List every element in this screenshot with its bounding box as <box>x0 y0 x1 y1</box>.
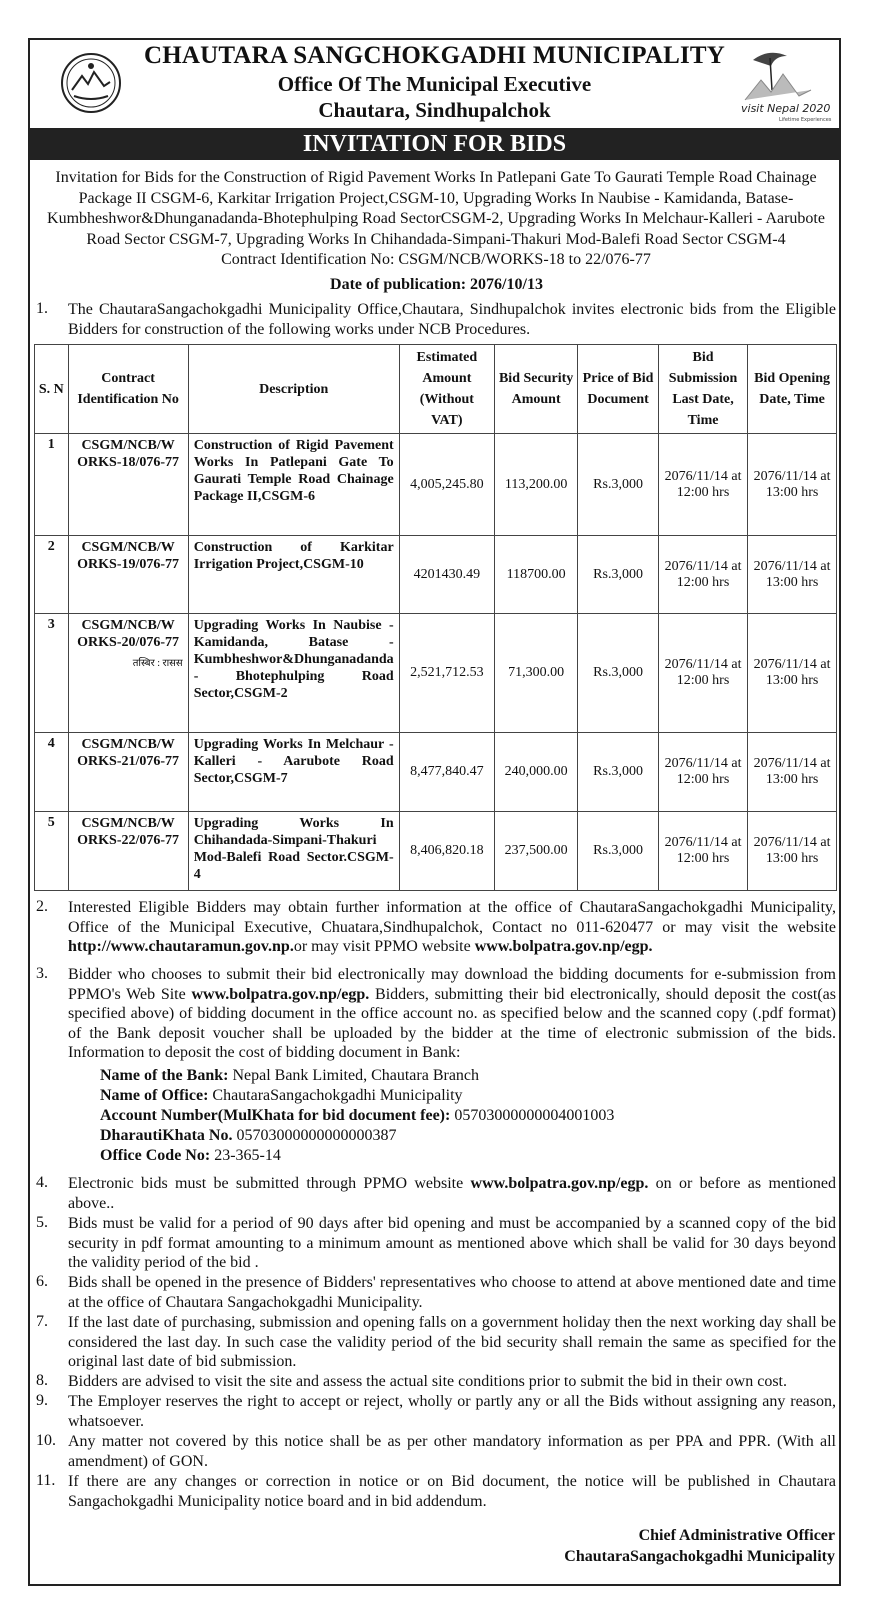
municipality-title: CHAUTARA SANGCHOKGADHI MUNICIPALITY <box>143 42 726 69</box>
cell-bid-security: 240,000.00 <box>495 733 578 812</box>
ppmo-website-link[interactable]: www.bolpatra.gov.np/egp. <box>474 938 653 955</box>
cell-opening: 2076/11/14 at 13:00 hrs <box>748 536 837 614</box>
office-code-value: 23-365-14 <box>210 1147 281 1164</box>
item-number: 8. <box>36 1372 48 1389</box>
item-number: 11. <box>36 1472 56 1489</box>
cell-description: Upgrading Works In Naubise - Kamidanda, Batase - Kumbheshwor&Dhunganadanda - Bhotephulping Road Sector,CSGM-2 <box>188 614 399 733</box>
cell-bid-security: 237,500.00 <box>495 812 578 891</box>
cell-submission: 2076/11/14 at 12:00 hrs <box>658 614 747 733</box>
item-number: 7. <box>36 1313 48 1330</box>
cell-estimated-amount: 2,521,712.53 <box>399 614 494 733</box>
location-line: Chautara, Sindhupalchok <box>318 98 551 122</box>
office-code-label: Office Code No: <box>100 1147 211 1164</box>
cell-estimated-amount: 4201430.49 <box>399 536 494 614</box>
bank-name-label: Name of the Bank: <box>100 1067 229 1084</box>
bank-details <box>100 1066 614 1166</box>
cell-estimated-amount: 4,005,245.80 <box>399 434 494 536</box>
bank-name-value: Nepal Bank Limited, Chautara Branch <box>228 1067 480 1084</box>
item-number: 4. <box>36 1174 48 1191</box>
invitation-banner: INVITATION FOR BIDS <box>30 128 839 160</box>
account-number-value: 05703000000004001003 <box>450 1107 615 1124</box>
cell-sn: 1 <box>35 434 69 536</box>
cell-bid-security: 113,200.00 <box>495 434 578 536</box>
intro-text: Invitation for Bids for the Construction of Rigid Pavement Works In Patlepani Gate To Gaurati Temple Road Chainage Package II CSGM-6, Karkitar Irrigation Project,CSGM-10, Upgrading Works In Naubise - Kamidanda, Batase-Kumbheshwor&Dhunganadanda-Bhotephulping Road SectorCSGM-2, Upgrading Works In Melchaur-Kalleri - Aarubote Road Sector CSGM-7, Upgrading Works In Chihandada-Simpani-Thakuri Mod-Balefi Road Sector CSGM-4 <box>47 169 825 248</box>
cell-bid-security: 71,300.00 <box>495 614 578 733</box>
account-number-label: Account Number(MulKhata for bid document fee): <box>100 1107 451 1124</box>
cell-contract-id: CSGM/NCB/W ORKS-18/076-77 <box>68 434 188 536</box>
bid-table <box>34 344 837 891</box>
ppmo-website-link[interactable]: www.bolpatra.gov.np/egp. <box>191 985 370 1003</box>
cell-estimated-amount: 8,477,840.47 <box>399 733 494 812</box>
col-header-opening: Bid Opening Date, Time <box>748 345 837 434</box>
cell-price: Rs.3,000 <box>578 536 659 614</box>
item-number: 10. <box>36 1432 56 1449</box>
office-name-value: ChautaraSangachokgadhi Municipality <box>208 1087 463 1104</box>
intro-paragraph <box>36 168 836 271</box>
col-header-sn: S. N <box>35 345 69 434</box>
item-7-text: If the last date of purchasing, submission and opening falls on a government holiday then the next working day shall be considered the last day. In such case the validity period of the bid security shall remain the same as specified for the original last date of bid submission. <box>68 1314 836 1370</box>
item-3-b: Bidders, submitting their bid electronically, should deposit the cost(as specified above) of bidding document in the office account no. as specified below and the scanned copy (.pdf format) of the Bank deposit voucher shall be uploaded by the bidder at the time of electronic submission of the bids. Information to deposit the cost of bidding document in Bank: <box>68 985 836 1061</box>
col-header-price: Price of Bid Document <box>578 345 659 434</box>
bank-name-line <box>100 1066 614 1086</box>
cell-opening: 2076/11/14 at 13:00 hrs <box>748 812 837 891</box>
table-header-row <box>35 345 837 434</box>
office-subtitle: Office Of The Municipal Executive <box>277 72 592 96</box>
contract-id-line: Contract Identification No: CSGM/NCB/WORKS-18 to 22/076-77 <box>221 251 651 268</box>
item-number: 5. <box>36 1214 48 1231</box>
dharauti-value: 05703000000000000387 <box>232 1127 397 1144</box>
item-4-a: Electronic bids must be submitted through PPMO website <box>68 1175 471 1192</box>
cell-estimated-amount: 8,406,820.18 <box>399 812 494 891</box>
dharauti-label: DharautiKhata No. <box>100 1127 233 1144</box>
cell-description: Upgrading Works In Melchaur - Kalleri - Aarubote Road Sector,CSGM-7 <box>188 733 399 812</box>
col-header-contract-id: Contract Identification No <box>68 345 188 434</box>
cell-price: Rs.3,000 <box>578 733 659 812</box>
cell-contract-id <box>68 614 188 733</box>
cell-price: Rs.3,000 <box>578 812 659 891</box>
cell-sn: 2 <box>35 536 69 614</box>
item-2-b: or may visit PPMO website <box>293 938 475 955</box>
item-number: 6. <box>36 1273 48 1290</box>
municipality-website-link[interactable]: http://www.chautaramun.gov.np. <box>68 938 294 955</box>
cell-bid-security: 118700.00 <box>495 536 578 614</box>
col-header-bid-security: Bid Security Amount <box>495 345 578 434</box>
item-5-text: Bids must be valid for a period of 90 days after bid opening and must be accompanied by a scanned copy of the bid security in pdf format amounting to a minimum amount as mentioned above which shall be valid for 30 days beyond the validity period of the bid . <box>68 1215 836 1271</box>
item-number: 2. <box>36 898 48 915</box>
photo-credit-note: तस्बिर : रासस <box>132 658 183 669</box>
item-3-a: Bidder who chooses to submit their bid electronically may download the bidding documents for e-submission from PPMO's Web Site <box>68 966 836 1003</box>
cell-sn: 3 <box>35 614 69 733</box>
item-4-b: on or before as mentioned above.. <box>68 1175 836 1212</box>
cell-contract-id: CSGM/NCB/W ORKS-22/076-77 <box>68 812 188 891</box>
header <box>30 40 839 126</box>
cell-sn: 4 <box>35 733 69 812</box>
cell-submission: 2076/11/14 at 12:00 hrs <box>658 536 747 614</box>
cell-price: Rs.3,000 <box>578 434 659 536</box>
item-1-text: The ChautaraSangachokgadhi Municipality Office,Chautara, Sindhupalchok invites electronic bids from the Eligible Bidders for construction of the following works under NCB Procedures. <box>68 301 836 338</box>
cell-submission: 2076/11/14 at 12:00 hrs <box>658 733 747 812</box>
cell-price: Rs.3,000 <box>578 614 659 733</box>
item-number: 9. <box>36 1392 48 1409</box>
cell-sn: 5 <box>35 812 69 891</box>
account-number-line <box>100 1106 614 1126</box>
cell-description: Upgrading Works In Chihandada-Simpani-Thakuri Mod-Balefi Road Sector.CSGM-4 <box>188 812 399 891</box>
cell-description: Construction of Rigid Pavement Works In Patlepani Gate To Gaurati Temple Road Chainage Package II,CSGM-6 <box>188 434 399 536</box>
cell-opening: 2076/11/14 at 13:00 hrs <box>748 614 837 733</box>
col-header-description: Description <box>188 345 399 434</box>
cell-submission: 2076/11/14 at 12:00 hrs <box>658 434 747 536</box>
item-number: 1. <box>36 300 48 317</box>
signature-block <box>564 1525 835 1567</box>
office-name-label: Name of Office: <box>100 1087 209 1104</box>
item-2-text <box>68 898 836 957</box>
col-header-submission: Bid Submission Last Date, Time <box>658 345 747 434</box>
item-6-text: Bids shall be opened in the presence of Bidders' representatives who choose to attend at above mentioned date and time at the office of Chautara Sangachokgadhi Municipality. <box>68 1274 836 1311</box>
table-row <box>35 434 837 536</box>
signature-title: Chief Administrative Officer <box>638 1527 835 1544</box>
item-4-text <box>68 1174 836 1213</box>
cell-opening: 2076/11/14 at 13:00 hrs <box>748 733 837 812</box>
cell-submission: 2076/11/14 at 12:00 hrs <box>658 812 747 891</box>
item-11-text: If there are any changes or correction in notice or on Bid document, the notice will be published in Chautara Sangachokgadhi Municipality notice board and in bid addendum. <box>68 1473 836 1510</box>
publication-date: Date of publication: 2076/10/13 <box>330 276 543 293</box>
signature-org: ChautaraSangachokgadhi Municipality <box>564 1548 835 1565</box>
table-row <box>35 536 837 614</box>
cell-contract-id-text: CSGM/NCB/W ORKS-20/076-77 <box>77 618 180 650</box>
item-number: 3. <box>36 965 48 982</box>
visit-nepal-logo <box>735 46 832 124</box>
item-10-text: Any matter not covered by this notice shall be as per other mandatory information as per PPA and PPR. (With all amendment) of GON. <box>68 1433 836 1470</box>
table-row <box>35 733 837 812</box>
visit-logo-tagline: Lifetime Experiences <box>779 117 832 123</box>
table-row <box>35 812 837 891</box>
office-code-line <box>100 1146 614 1166</box>
item-9-text: The Employer reserves the right to accept or reject, wholly or partly any or all the Bids without assigning any reason, whatsoever. <box>68 1393 836 1430</box>
item-2-a: Interested Eligible Bidders may obtain further information at the office of ChautaraSangachokgadhi Municipality, Office of the Municipal Executive, Chuatara,Sindhupalchok, Contact no 011-620477 or may visit the website <box>68 899 836 936</box>
table-row <box>35 614 837 733</box>
cell-description: Construction of Karkitar Irrigation Project,CSGM-10 <box>188 536 399 614</box>
cell-contract-id: CSGM/NCB/W ORKS-19/076-77 <box>68 536 188 614</box>
office-name-line <box>100 1086 614 1106</box>
visit-logo-text: visit Nepal 2020 <box>741 102 831 115</box>
cell-opening: 2076/11/14 at 13:00 hrs <box>748 434 837 536</box>
dharauti-line <box>100 1126 614 1146</box>
item-8-text: Bidders are advised to visit the site and assess the actual site conditions prior to submit the bid in their own cost. <box>68 1373 787 1390</box>
ppmo-website-link[interactable]: www.bolpatra.gov.np/egp. <box>470 1175 649 1192</box>
cell-contract-id: CSGM/NCB/W ORKS-21/076-77 <box>68 733 188 812</box>
col-header-estimated-amount: Estimated Amount (Without VAT) <box>399 345 494 434</box>
item-3-text <box>68 965 836 1063</box>
